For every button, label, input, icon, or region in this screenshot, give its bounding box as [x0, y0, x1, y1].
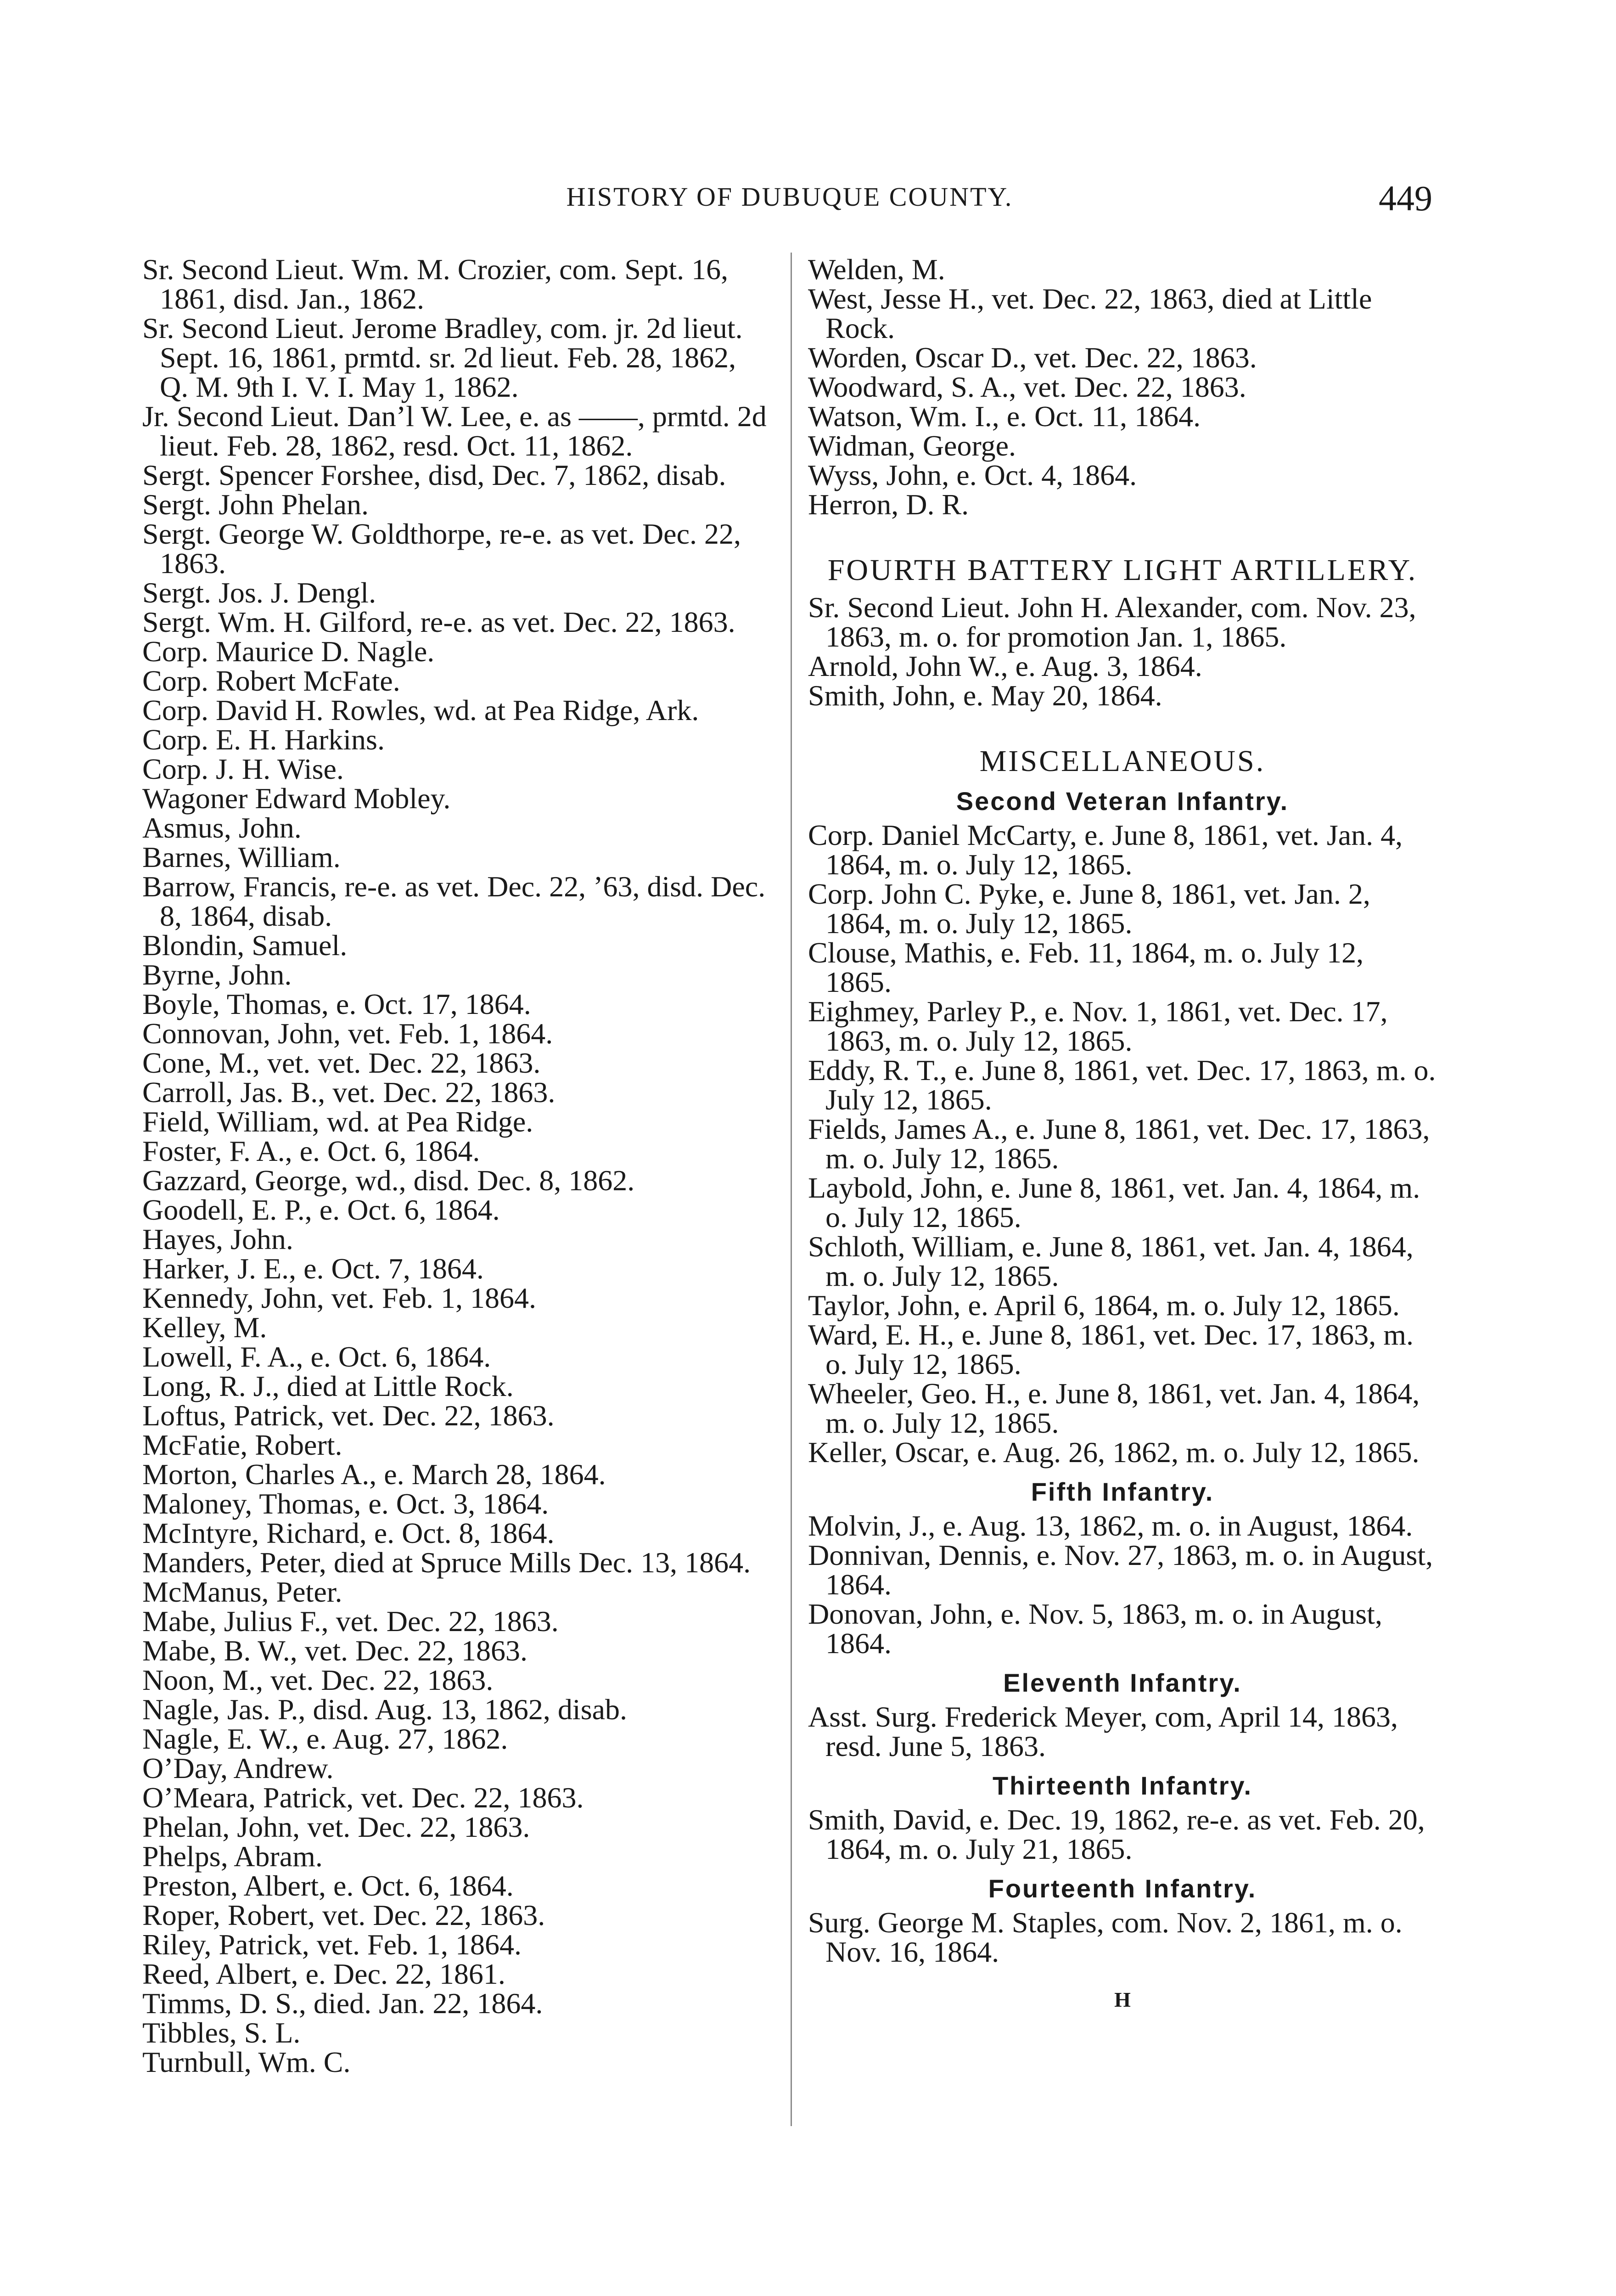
roster-entry: Corp. E. H. Harkins.: [142, 723, 385, 756]
roster-entry: Maloney, Thomas, e. Oct. 3, 1864.: [142, 1487, 549, 1520]
section-heading-fourth-battery: FOURTH BATTERY LIGHT ARTILLERY.: [827, 553, 1418, 587]
roster-entry: Corp. Maurice D. Nagle.: [142, 635, 435, 668]
roster-entry: Riley, Patrick, vet. Feb. 1, 1864.: [142, 1928, 522, 1961]
roster-entry: Carroll, Jas. B., vet. Dec. 22, 1863.: [142, 1076, 556, 1109]
roster-entry: Kennedy, John, vet. Feb. 1, 1864.: [142, 1282, 536, 1314]
roster-entry: Loftus, Patrick, vet. Dec. 22, 1863.: [142, 1399, 555, 1432]
roster-entry: Gazzard, George, wd., disd. Dec. 8, 1862.: [142, 1164, 635, 1197]
left-column: [142, 255, 771, 2077]
roster-entry: Sr. Second Lieut. John H. Alexander, com. Nov. 23, 1863, m. o. for promotion Jan. 1, 1865.: [808, 591, 1416, 653]
regiment-subheading: Fifth Infantry.: [1031, 1477, 1214, 1506]
roster-entry: O’Day, Andrew.: [142, 1752, 334, 1784]
roster-entry: Foster, F. A., e. Oct. 6, 1864.: [142, 1135, 480, 1167]
roster-entry: Worden, Oscar D., vet. Dec. 22, 1863.: [808, 341, 1257, 374]
roster-entry: Asst. Surg. Frederick Meyer, com, April 14, 1863, resd. June 5, 1863.: [808, 1700, 1398, 1762]
roster-entry: Mabe, B. W., vet. Dec. 22, 1863.: [142, 1634, 527, 1667]
roster-entry: Morton, Charles A., e. March 28, 1864.: [142, 1458, 606, 1491]
roster-entry: Kelley, M.: [142, 1311, 267, 1344]
roster-entry: Smith, John, e. May 20, 1864.: [808, 679, 1162, 712]
roster-entry: Sergt. George W. Goldthorpe, re-e. as vet. Dec. 22, 1863.: [142, 518, 741, 580]
roster-entry: Goodell, E. P., e. Oct. 6, 1864.: [142, 1193, 500, 1226]
roster-entry: Mabe, Julius F., vet. Dec. 22, 1863.: [142, 1605, 559, 1638]
regiment-subheading: Eleventh Infantry.: [1003, 1668, 1242, 1697]
roster-entry: Laybold, John, e. June 8, 1861, vet. Jan. 4, 1864, m. o. July 12, 1865.: [808, 1171, 1420, 1233]
roster-entry: Corp. David H. Rowles, wd. at Pea Ridge, Ark.: [142, 694, 699, 726]
roster-entry: Wagoner Edward Mobley.: [142, 782, 451, 815]
roster-entry: Corp. Robert McFate.: [142, 664, 400, 697]
regiment-subheading: Thirteenth Infantry.: [992, 1771, 1253, 1800]
roster-entry: Barrow, Francis, re-e. as vet. Dec. 22, ’63, disd. Dec. 8, 1864, disab.: [142, 870, 766, 932]
roster-entry: Harker, J. E., e. Oct. 7, 1864.: [142, 1252, 484, 1285]
roster-entry: Turnbull, Wm. C.: [142, 2046, 351, 2078]
roster-entry: Field, William, wd. at Pea Ridge.: [142, 1105, 533, 1138]
roster-entry: Keller, Oscar, e. Aug. 26, 1862, m. o. July 12, 1865.: [808, 1436, 1420, 1469]
roster-entry: Taylor, John, e. April 6, 1864, m. o. July 12, 1865.: [808, 1289, 1400, 1322]
roster-entry: Widman, George.: [808, 429, 1016, 462]
roster-entry: Corp. John C. Pyke, e. June 8, 1861, vet. Jan. 2, 1864, m. o. July 12, 1865.: [808, 878, 1370, 940]
roster-entry: Eighmey, Parley P., e. Nov. 1, 1861, vet. Dec. 17, 1863, m. o. July 12, 1865.: [808, 995, 1388, 1057]
section-heading-miscellaneous: MISCELLANEOUS.: [979, 744, 1266, 778]
roster-entry: O’Meara, Patrick, vet. Dec. 22, 1863.: [142, 1781, 584, 1814]
roster-entry: Byrne, John.: [142, 958, 292, 991]
roster-entry: Lowell, F. A., e. Oct. 6, 1864.: [142, 1340, 491, 1373]
roster-entry: Noon, M., vet. Dec. 22, 1863.: [142, 1664, 494, 1696]
roster-entry: Watson, Wm. I., e. Oct. 11, 1864.: [808, 400, 1201, 433]
roster-entry: Donnivan, Dennis, e. Nov. 27, 1863, m. o. in August, 1864.: [808, 1539, 1433, 1601]
regiment-subheading: Second Veteran Infantry.: [956, 787, 1289, 816]
roster-entry: Manders, Peter, died at Spruce Mills Dec. 13, 1864.: [142, 1546, 751, 1579]
roster-entry: Preston, Albert, e. Oct. 6, 1864.: [142, 1869, 514, 1902]
signature-mark: H: [1114, 1988, 1131, 2011]
roster-entry: Sr. Second Lieut. Wm. M. Crozier, com. Sept. 16, 1861, disd. Jan., 1862.: [142, 253, 729, 315]
roster-entry: Sergt. John Phelan.: [142, 488, 369, 521]
page-number: 449: [1379, 178, 1432, 218]
roster-entry: Woodward, S. A., vet. Dec. 22, 1863.: [808, 371, 1246, 403]
roster-entry: Hayes, John.: [142, 1223, 293, 1255]
roster-entry: Surg. George M. Staples, com. Nov. 2, 1861, m. o. Nov. 16, 1864.: [808, 1906, 1403, 1968]
right-column: [808, 255, 1437, 2015]
roster-entry: Nagle, E. W., e. Aug. 27, 1862.: [142, 1722, 508, 1755]
roster-entry: McManus, Peter.: [142, 1576, 342, 1608]
page-header: [147, 178, 1432, 223]
roster-entry: Boyle, Thomas, e. Oct. 17, 1864.: [142, 988, 531, 1020]
roster-entry: Blondin, Samuel.: [142, 929, 348, 962]
roster-entry: Arnold, John W., e. Aug. 3, 1864.: [808, 650, 1202, 682]
column-divider: [791, 253, 792, 2126]
roster-entry: Ward, E. H., e. June 8, 1861, vet. Dec. 17, 1863, m. o. July 12, 1865.: [808, 1318, 1414, 1380]
roster-entry: Sr. Second Lieut. Jerome Bradley, com. jr. 2d lieut. Sept. 16, 1861, prmtd. sr. 2d lieut. Feb. 28, 1862, Q. M. 9th I. V. I. May 1, 1862.: [142, 312, 743, 403]
roster-entry: Connovan, John, vet. Feb. 1, 1864.: [142, 1017, 553, 1050]
roster-entry: Sergt. Wm. H. Gilford, re-e. as vet. Dec. 22, 1863.: [142, 606, 735, 638]
roster-entry: Welden, M.: [808, 253, 945, 286]
roster-entry: Corp. J. H. Wise.: [142, 753, 344, 785]
roster-entry: Asmus, John.: [142, 811, 302, 844]
roster-entry: McFatie, Robert.: [142, 1429, 342, 1461]
roster-entry: Timms, D. S., died. Jan. 22, 1864.: [142, 1987, 543, 2020]
roster-entry: Nagle, Jas. P., disd. Aug. 13, 1862, disab.: [142, 1693, 627, 1726]
roster-entry: Schloth, William, e. June 8, 1861, vet. Jan. 4, 1864, m. o. July 12, 1865.: [808, 1230, 1414, 1292]
roster-entry: Phelan, John, vet. Dec. 22, 1863.: [142, 1811, 530, 1843]
regiment-subheading: Fourteenth Infantry.: [988, 1874, 1257, 1903]
roster-entry: Jr. Second Lieut. Dan’l W. Lee, e. as ——, prmtd. 2d lieut. Feb. 28, 1862, resd. Oct. 11, 1862.: [142, 400, 767, 462]
roster-entry: Corp. Daniel McCarty, e. June 8, 1861, vet. Jan. 4, 1864, m. o. July 12, 1865.: [808, 819, 1403, 881]
roster-entry: Sergt. Spencer Forshee, disd, Dec. 7, 1862, disab.: [142, 459, 726, 491]
roster-entry: Sergt. Jos. J. Dengl.: [142, 576, 376, 609]
roster-entry: Clouse, Mathis, e. Feb. 11, 1864, m. o. July 12, 1865.: [808, 936, 1364, 998]
roster-entry: Wheeler, Geo. H., e. June 8, 1861, vet. Jan. 4, 1864, m. o. July 12, 1865.: [808, 1377, 1420, 1439]
running-title: HISTORY OF DUBUQUE COUNTY.: [566, 182, 1013, 212]
roster-entry: McIntyre, Richard, e. Oct. 8, 1864.: [142, 1517, 555, 1549]
roster-entry: Cone, M., vet. vet. Dec. 22, 1863.: [142, 1047, 541, 1079]
roster-entry: Tibbles, S. L.: [142, 2016, 301, 2049]
roster-entry: Wyss, John, e. Oct. 4, 1864.: [808, 459, 1137, 491]
roster-entry: Smith, David, e. Dec. 19, 1862, re-e. as vet. Feb. 20, 1864, m. o. July 21, 1865.: [808, 1803, 1425, 1865]
roster-entry: Fields, James A., e. June 8, 1861, vet. Dec. 17, 1863, m. o. July 12, 1865.: [808, 1113, 1430, 1175]
roster-entry: Donovan, John, e. Nov. 5, 1863, m. o. in August, 1864.: [808, 1598, 1382, 1660]
roster-entry: Roper, Robert, vet. Dec. 22, 1863.: [142, 1899, 545, 1931]
roster-entry: Herron, D. R.: [808, 488, 969, 521]
roster-entry: Eddy, R. T., e. June 8, 1861, vet. Dec. 17, 1863, m. o. July 12, 1865.: [808, 1054, 1436, 1116]
roster-entry: Reed, Albert, e. Dec. 22, 1861.: [142, 1958, 505, 1990]
roster-entry: Molvin, J., e. Aug. 13, 1862, m. o. in August, 1864.: [808, 1509, 1413, 1542]
roster-entry: Phelps, Abram.: [142, 1840, 323, 1873]
roster-entry: West, Jesse H., vet. Dec. 22, 1863, died at Little Rock.: [808, 282, 1372, 344]
roster-entry: Long, R. J., died at Little Rock.: [142, 1370, 514, 1402]
roster-entry: Barnes, William.: [142, 841, 341, 873]
